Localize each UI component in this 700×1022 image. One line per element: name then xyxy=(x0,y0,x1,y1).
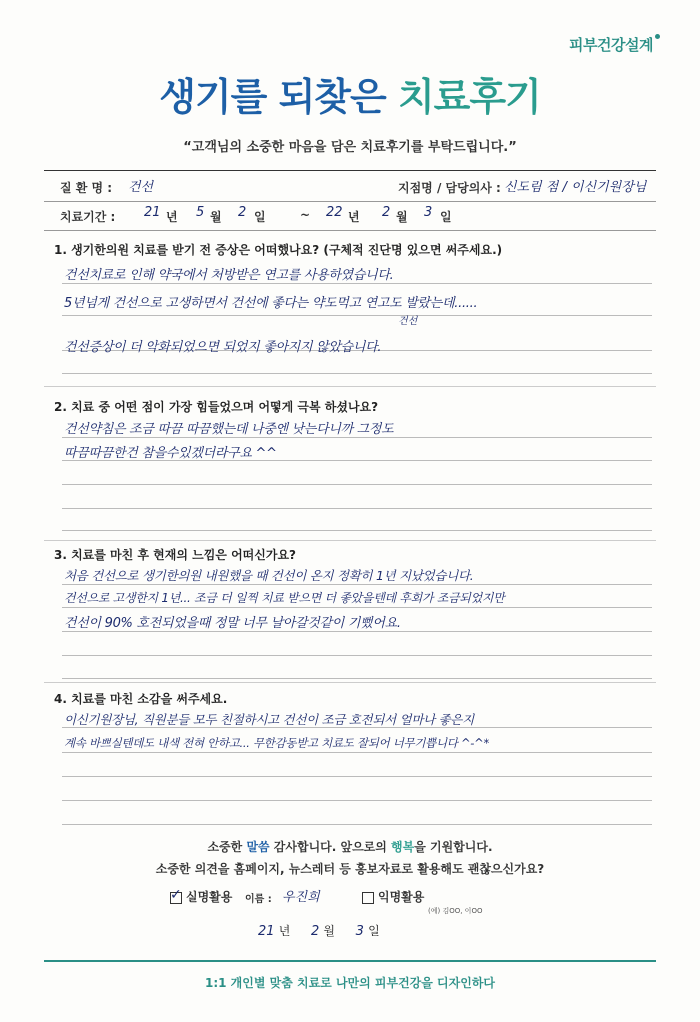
end-day: 3 xyxy=(424,205,433,220)
branch-label: 지점명 / 담당의사 : xyxy=(398,181,501,195)
disease-label: 질 환 명 : xyxy=(60,181,113,195)
answer-2-line-1: 건선약침은 조금 따끔 따끔했는데 나중엔 낫는다니까 그정도 xyxy=(64,422,394,437)
question-3: 3. 치료를 마친 후 현재의 느낌은 어떠신가요? xyxy=(54,548,297,562)
answer-line xyxy=(62,752,652,753)
name-label: 이름 : xyxy=(245,894,272,905)
answer-line xyxy=(62,373,652,374)
info-row-period xyxy=(44,200,656,231)
end-month-unit: 월 xyxy=(396,210,408,224)
consent-question: 소중한 의견을 홈페이지, 뉴스레터 등 홍보자료로 활용해도 괜찮으신가요? xyxy=(155,862,545,876)
brand-logo: 피부건강설계 xyxy=(569,34,660,55)
answer-line xyxy=(62,776,652,777)
answer-line xyxy=(62,800,652,801)
section-divider xyxy=(44,386,656,387)
section-divider xyxy=(44,540,656,541)
answer-line xyxy=(62,437,652,438)
answer-1-insert: 건선 xyxy=(398,316,418,327)
end-year: 22 xyxy=(326,205,343,220)
answer-3-line-3: 건선이 90% 호전되었을때 정말 너무 날아갈것같이 기뻤어요. xyxy=(64,616,401,631)
anon-example: (예) 김OO, 이OO xyxy=(428,907,483,915)
start-year-unit: 년 xyxy=(166,210,178,224)
info-row-disease xyxy=(44,170,656,202)
answer-line xyxy=(62,584,652,585)
answer-1-line-1: 건선치료로 인해 약국에서 처방받은 연고를 사용하였습니다. xyxy=(64,268,394,283)
start-month: 5 xyxy=(196,205,205,220)
answer-line xyxy=(62,315,652,316)
answer-line xyxy=(62,655,652,656)
answer-line xyxy=(62,484,652,485)
answer-line xyxy=(62,530,652,531)
start-year: 21 xyxy=(144,205,161,220)
answer-3-line-1: 처음 건선으로 생기한의원 내원했을 때 건선이 온지 정확히 1년 지났었습니다. xyxy=(64,568,474,583)
section-divider xyxy=(44,682,656,683)
answer-3-line-2: 건선으로 고생한지 1년... 조금 더 일찍 치료 받으면 더 좋았을텐데 후회가 조금되었지만 xyxy=(64,591,505,605)
start-day: 2 xyxy=(238,205,247,220)
answer-2-line-2: 따끔따끔한건 참을수있겠더라구요 ^^ xyxy=(64,446,277,461)
end-month: 2 xyxy=(382,205,391,220)
answer-line xyxy=(62,607,652,608)
answer-4-line-1: 이신기원장님, 직원분들 모두 친절하시고 건선이 조금 호전되서 얼마나 좋은지 xyxy=(64,712,474,727)
answer-line xyxy=(62,283,652,284)
answer-line xyxy=(62,678,652,679)
disease-value: 건선 xyxy=(128,180,154,195)
footer-divider xyxy=(44,960,656,962)
real-name-option[interactable]: ✓ 실명활용 xyxy=(170,886,233,904)
page-subtitle: “고객님의 소중한 마음을 담은 치료후기를 부탁드립니다.” xyxy=(183,140,517,155)
period-tilde: ~ xyxy=(300,208,311,222)
question-4: 4. 치료를 마친 소감을 써주세요. xyxy=(54,692,228,706)
name-value: 우진희 xyxy=(282,890,320,905)
period-label: 치료기간 : xyxy=(60,210,116,224)
page-title xyxy=(0,66,700,121)
answer-1-line-3: 건선증상이 더 악화되었으면 되었지 좋아지지 않았습니다. xyxy=(64,340,382,355)
real-name-checkbox[interactable]: ✓ xyxy=(170,886,182,903)
start-month-unit: 월 xyxy=(210,210,222,224)
question-1: 1. 생기한의원 치료를 받기 전 증상은 어떠했나요? (구체적 진단명 있으면 써주세요.) xyxy=(54,243,503,257)
anon-option[interactable]: 익명활용 xyxy=(362,888,424,905)
title-part2: 치료후기 xyxy=(397,75,541,119)
answer-line xyxy=(62,508,652,509)
end-day-unit: 일 xyxy=(440,210,452,224)
signature-date: 21 년 2 월 3 일 xyxy=(258,924,380,939)
anon-checkbox[interactable] xyxy=(362,892,374,904)
question-2: 2. 치료 중 어떤 점이 가장 힘들었으며 어떻게 극복 하셨나요? xyxy=(54,400,379,414)
answer-1-line-2: 5년넘게 건선으로 고생하면서 건선에 좋다는 약도먹고 연고도 발랐는데...... xyxy=(64,296,478,311)
end-year-unit: 년 xyxy=(348,210,360,224)
branch-value: 신도림 점 / 이신기원장님 xyxy=(504,180,647,195)
footer-slogan: 1:1 개인별 맞춤 치료로 나만의 피부건강을 디자인하다 xyxy=(205,976,495,990)
answer-4-line-2: 계속 바쁘실텐데도 내색 전혀 안하고... 무한감동받고 치료도 잘되어 너무기쁩니다 ^-^* xyxy=(64,736,489,750)
answer-line xyxy=(62,631,652,632)
title-part1: 생기를 되찾은 xyxy=(159,75,398,119)
thanks-message: 소중한 말씀 감사합니다. 앞으로의 행복을 기원합니다. xyxy=(207,840,493,854)
start-day-unit: 일 xyxy=(254,210,266,224)
answer-line xyxy=(62,824,652,825)
